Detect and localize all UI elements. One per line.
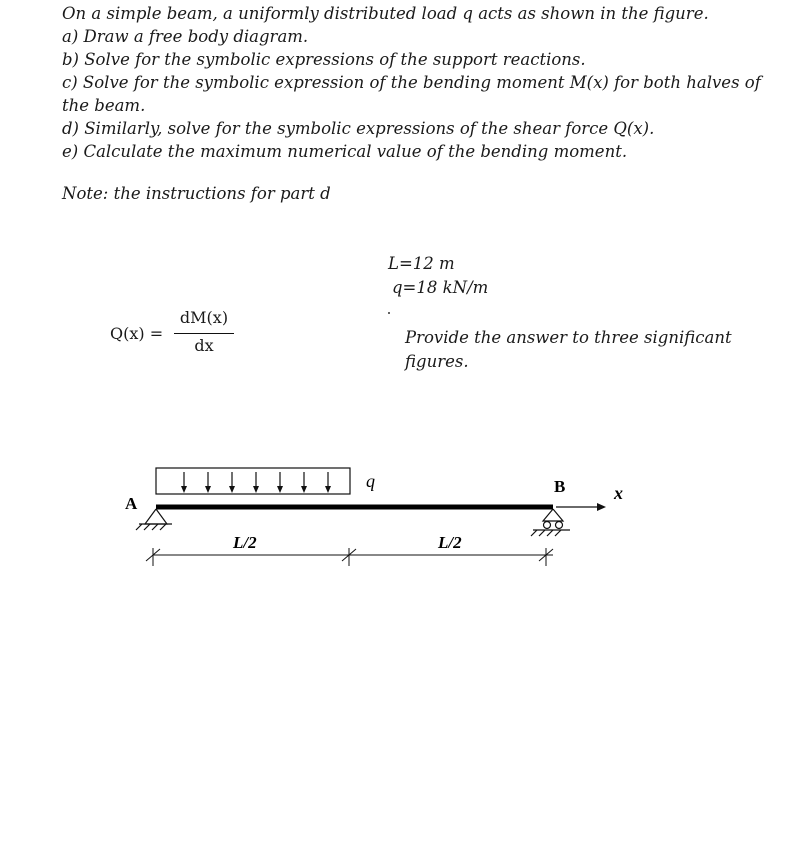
- part-c: c) Solve for the symbolic expression of the bending moment M(x) for both halves of the beam.: [62, 73, 761, 115]
- load-arrows: [181, 472, 331, 493]
- problem-statement: [62, 2, 762, 163]
- load-arrow-head: [253, 486, 259, 493]
- support-b-label: B: [554, 477, 566, 496]
- part-d: d) Similarly, solve for the symbolic expressions of the shear force Q(x).: [62, 119, 655, 138]
- decorative-dot: [388, 312, 390, 314]
- beam-diagram: [0, 450, 788, 590]
- x-axis-label: x: [614, 483, 623, 503]
- dimension-left-label: L/2: [233, 533, 257, 552]
- equation-lhs: Q(x) =: [110, 324, 164, 343]
- load-arrow-head: [301, 486, 307, 493]
- fraction-bar: [174, 333, 234, 334]
- part-e: e) Calculate the maximum numerical value of the bending moment.: [62, 142, 628, 161]
- part-b: b) Solve for the symbolic expressions of the support reactions.: [62, 50, 586, 69]
- load-arrow-head: [181, 486, 187, 493]
- equation-numerator: dM(x): [179, 308, 229, 327]
- load-arrow-head: [229, 486, 235, 493]
- pin-support-a: [136, 509, 172, 530]
- note-text: Note: the instructions for part d: [62, 184, 331, 203]
- load-arrow-head: [277, 486, 283, 493]
- load-arrow-head: [325, 486, 331, 493]
- dimension-line: [146, 548, 553, 566]
- load-label-q: q: [366, 471, 375, 491]
- instruction-text: Provide the answer to three significant figures.: [405, 328, 732, 371]
- x-axis-arrowhead: [597, 503, 606, 511]
- support-a-label: A: [125, 494, 138, 513]
- given-length: L=12 m: [388, 254, 455, 273]
- load-arrow-head: [205, 486, 211, 493]
- roller-support-b: [531, 509, 570, 536]
- dimension-right-label: L/2: [438, 533, 462, 552]
- given-load: q=18 kN/m: [392, 278, 489, 297]
- problem-intro: On a simple beam, a uniformly distributed load q acts as shown in the figure.: [62, 4, 709, 23]
- part-a: a) Draw a free body diagram.: [62, 27, 309, 46]
- equation-denominator: dx: [194, 336, 214, 355]
